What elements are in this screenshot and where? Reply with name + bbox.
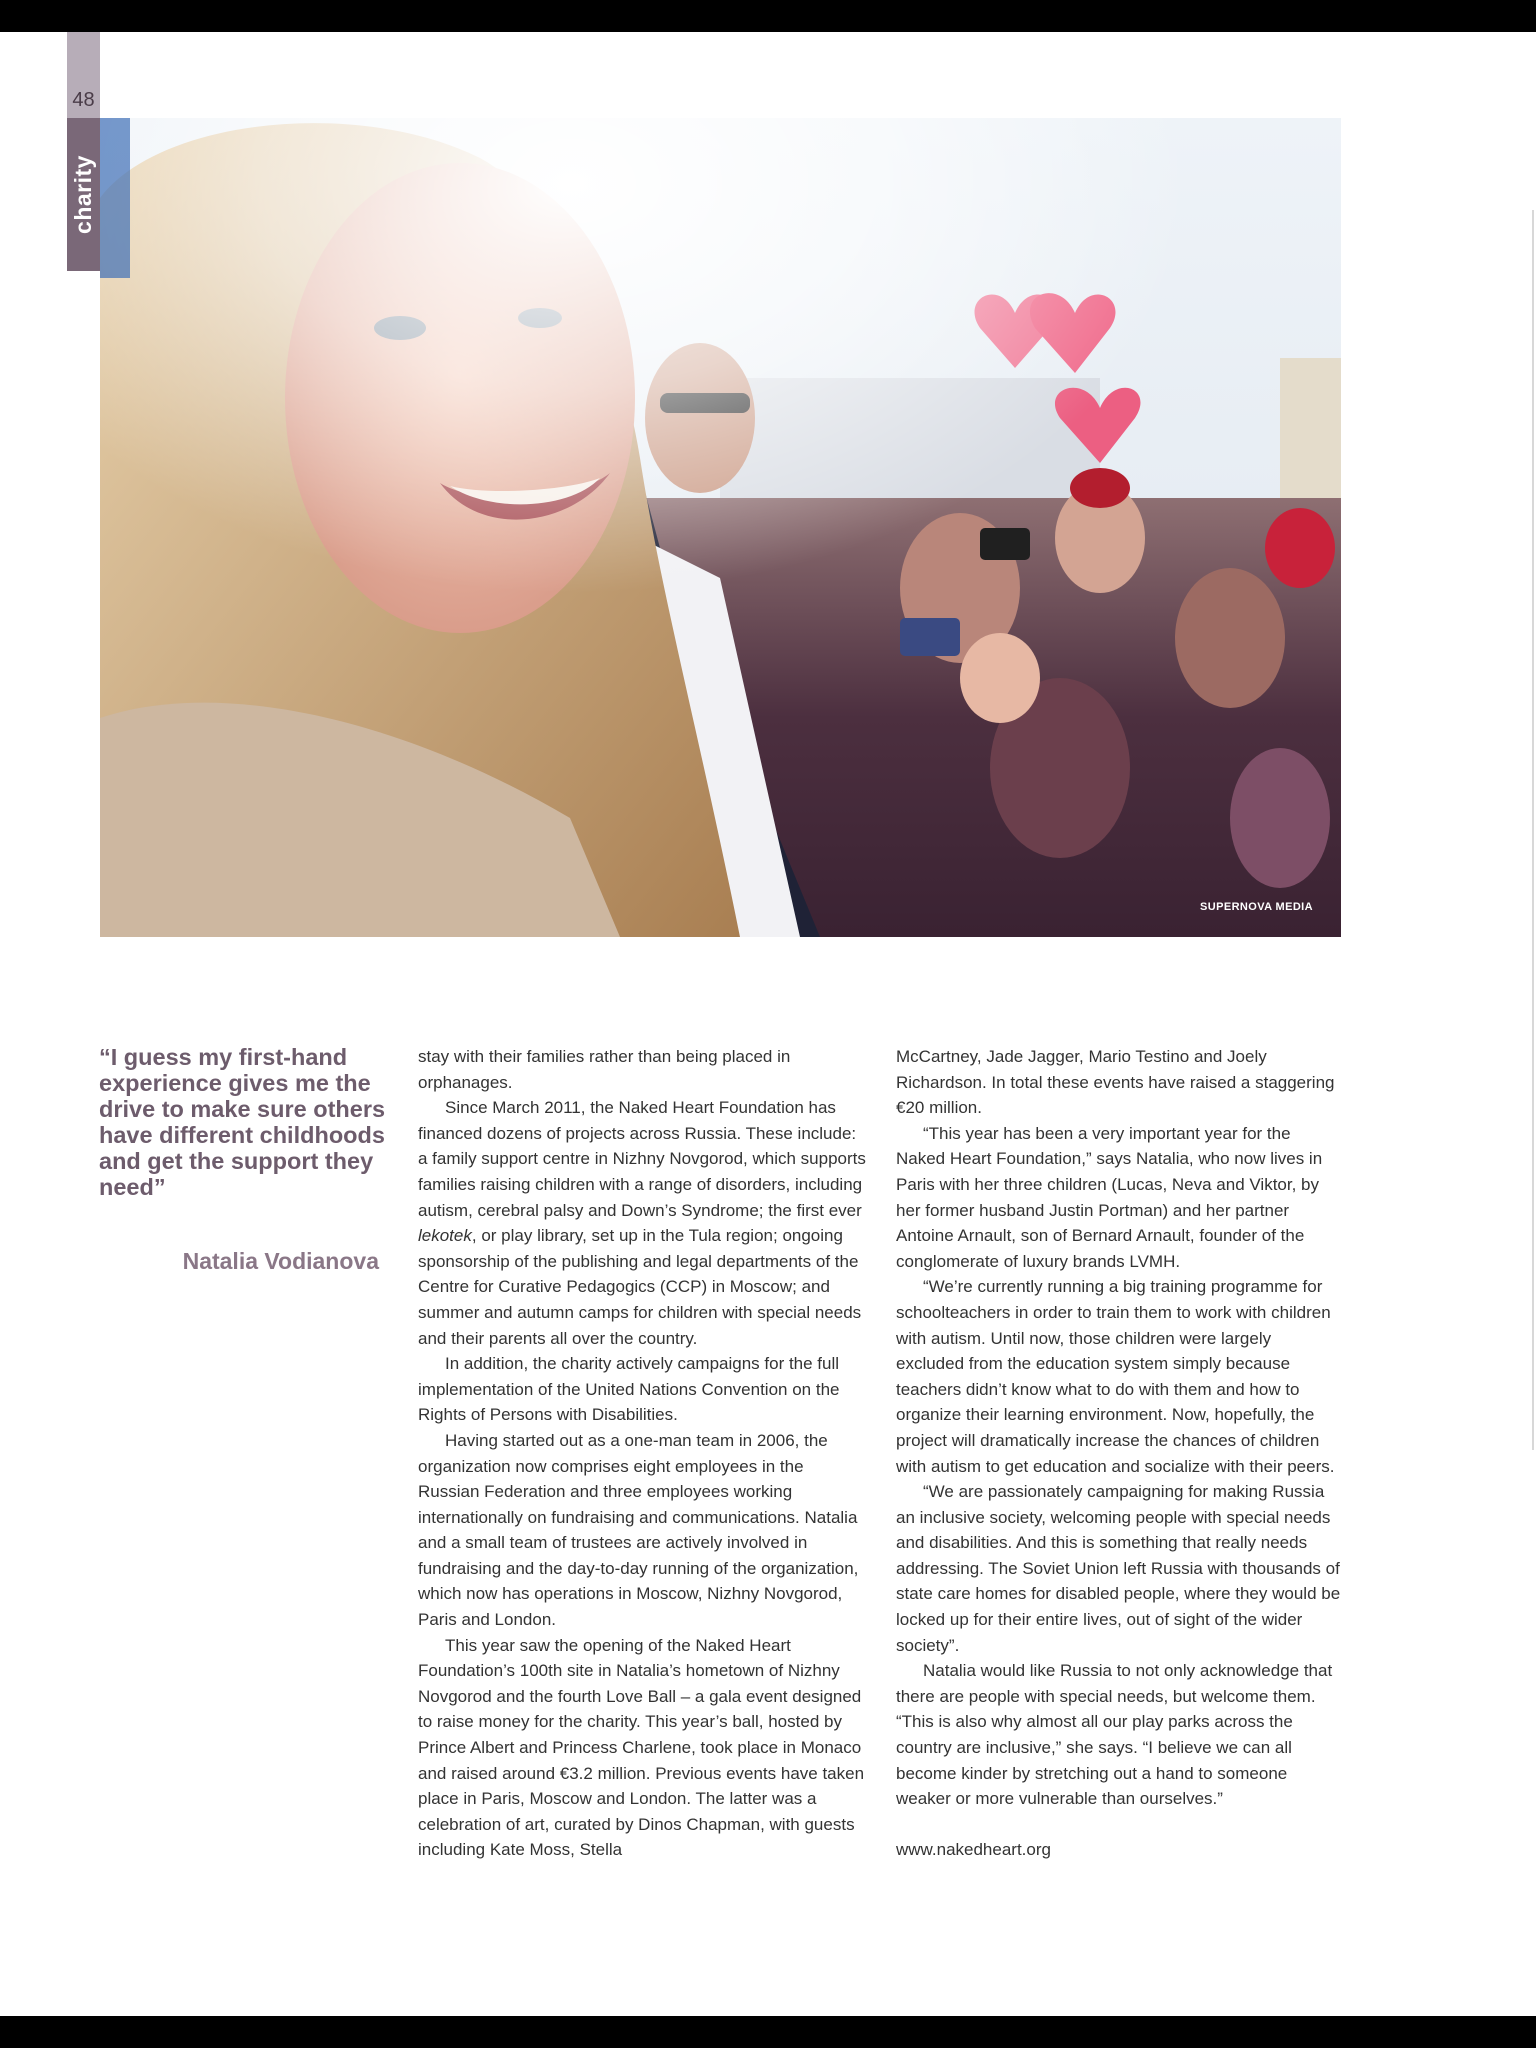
paragraph: “We are passionately campaigning for making Russia an inclusive society, welcoming people with special needs and disabilities. And this is something that really needs addressing. The Soviet Union left Russia with thousands of state care homes for disabled people, where they would be locked up for their entire lives, out of sight of the wider society”. [896,1482,1341,1655]
top-black-bar [0,0,1536,32]
photo-credit: SUPERNOVA MEDIA [1200,901,1313,913]
section-label-text: charity [70,155,96,234]
paragraph: McCartney, Jade Jagger, Mario Testino and Joely Richardson. In total these events have raised a staggering €20 million. [896,1047,1335,1118]
paragraph: “We’re currently running a big training programme for schoolteachers in order to train them to work with children with autism. Until now, those children were largely excluded from the education system simply because teachers didn’t know what to do with them and how to organize their learning environment. Now, hopefully, the project will dramatically increase the chances of children with autism to get education and socialize with their peers. [896,1277,1335,1476]
hero-photo-illustration [100,118,1341,937]
article-column-1 [418,1044,866,1863]
bottom-black-bar [0,2016,1536,2048]
paragraph: This year saw the opening of the Naked Heart Foundation’s 100th site in Natalia’s hometown of Nizhny Novgorod and the fourth Love Ball – a gala event designed to raise money for the charity. This year’s ball, hosted by Prince Albert and Princess Charlene, took place in Monaco and raised around €3.2 million. Previous events have taken place in Paris, Moscow and London. The latter was a celebration of art, curated by Dinos Chapman, with guests including Kate Moss, Stella [418,1635,865,1860]
section-label [67,118,100,271]
paragraph: Having started out as a one-man team in 2006, the organization now comprises eight employees in the Russian Federation and three employees working internationally on fundraising and communications. Natalia and a small team of trustees are actively involved in fundraising and the day-to-day running of the organization, which now has operations in Moscow, Nizhny Novgorod, Paris and London. [418,1430,859,1630]
quote-author: Natalia Vodianova [182,1248,379,1274]
website-link[interactable]: www.nakedheart.org [896,1840,1051,1860]
paragraph: “This year has been a very important year for the Naked Heart Foundation,” says Natalia, who now lives in Paris with her three children (Lucas, Neva and Viktor, by her former husband Justin Portman) and her partner Antoine Arnault, son of Bernard Arnault, founder of the conglomerate of luxury brands LVMH. [896,1123,1323,1271]
paragraph: In addition, the charity actively campaigns for the full implementation of the United Nations Convention on the Rights of Persons with Disabilities. [418,1354,840,1425]
page-edge-line [1532,210,1534,1450]
paragraph: Since March 2011, the Naked Heart Foundation has financed dozens of projects across Russia. These include: a family support centre in Nizhny Novgorod, which supports families raising children with a range of disorders, including autism, cerebral palsy and Down’s Syndrome; the first ever lekotek, or play library, set up in the Tula region; ongoing sponsorship of the publishing and legal departments of the Centre for Curative Pedagogics (CCP) in Moscow; and summer and autumn camps for children with special needs and their parents all over the country. [418,1098,866,1348]
hero-photo [100,118,1341,937]
paragraph: Natalia would like Russia to not only acknowledge that there are people with special needs, but welcome them. “This is also why almost all our play parks across the country are inclusive,” she says. “I believe we can all become kinder by stretching out a hand to someone weaker or more vulnerable than ourselves.” [896,1661,1333,1809]
italic-term: lekotek [418,1226,472,1246]
article-column-2 [896,1044,1342,1863]
page-number: 48 [72,89,95,111]
paragraph: stay with their families rather than being placed in orphanages. [418,1047,791,1092]
pull-quote: “I guess my first-hand experience gives me the drive to make sure others have different childhoods and get the support they need” [99,1044,386,1200]
